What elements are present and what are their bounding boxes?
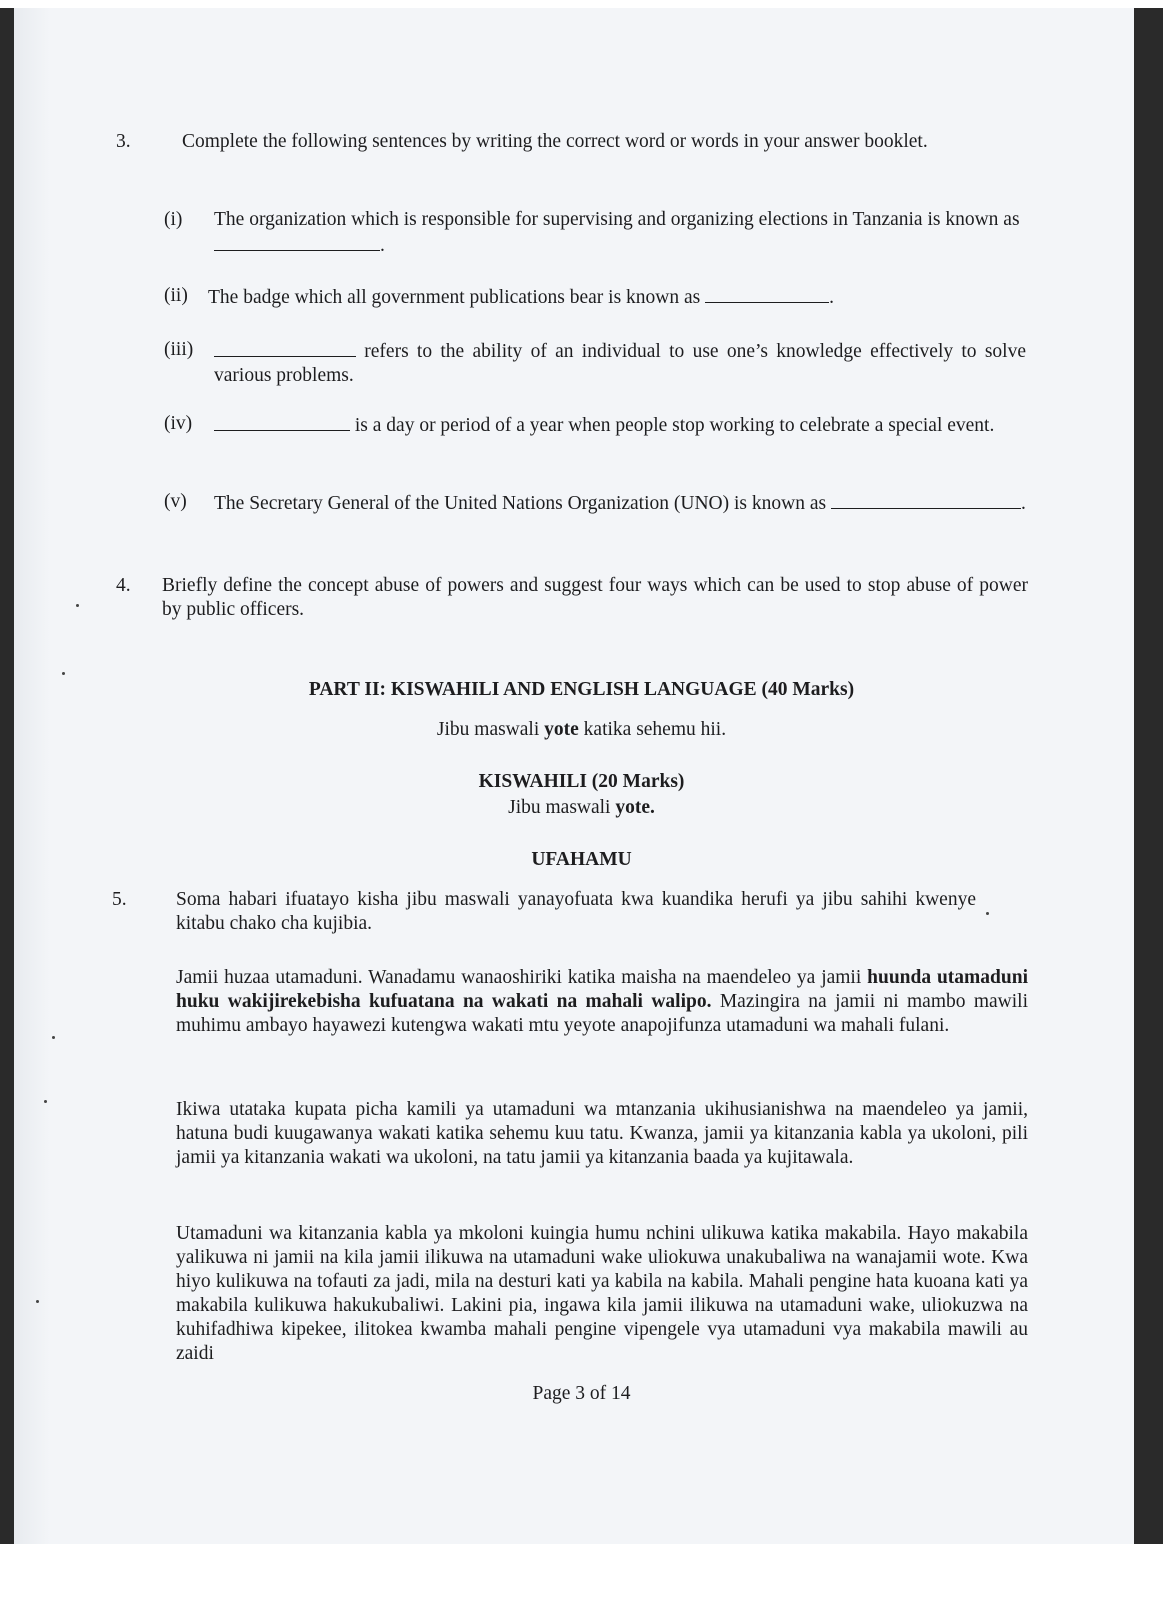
item-ii-before: The badge which all government publications bear is known as [208, 287, 701, 308]
item-ii-text [208, 284, 1028, 310]
item-iii-after: refers to the ability of an individual to use one’s knowledge effectively to solve various problems. [214, 341, 1026, 386]
kiswahili-instruction-bold: yote. [615, 797, 655, 818]
item-iv-text [214, 412, 1026, 438]
item-ii-after: . [829, 287, 834, 308]
question-3-stem: Complete the following sentences by writing the correct word or words in your answer booklet. [182, 131, 928, 152]
item-v-label: (v) [164, 491, 187, 512]
item-i-blank [214, 232, 380, 251]
item-i-label: (i) [164, 209, 183, 230]
question-3-number: 3. [116, 131, 131, 152]
kiswahili-instruction-pre: Jibu maswali [508, 797, 611, 818]
passage-paragraph-3: Utamaduni wa kitanzania kabla ya mkoloni kuingia humu nchini ulikuwa katika makabila. Hayo makabila yalikuwa ni jamii na kila jamii ilikuwa na utamaduni wake uliokuwa unakubaliwa na wanajamii wote. Kwa hiyo kulikuwa na tofauti za jadi, mila na desturi kati ya kabila na kabila. Mahali pengine hata kuoana kati ya makabila kulikuwa hakukubaliwi. Lakini pia, ingawa kila jamii ilikuwa na utamaduni wake, uliokuzwa na kuhifadhiwa kipekee, ilitokea kwamba mahali pengine vipengele vya utamaduni vya makabila mawili au zaidi [176, 1223, 1028, 1364]
item-v-before: The Secretary General of the United Nations Organization (UNO) is known as [214, 493, 827, 514]
item-iv-after: is a day or period of a year when people stop working to celebrate a special event. [354, 415, 995, 436]
item-i-text [214, 208, 1026, 258]
item-iii-label: (iii) [164, 339, 194, 360]
part-2-instruction-pre: Jibu maswali [436, 719, 540, 740]
scan-speck [986, 912, 989, 915]
kiswahili-instruction [0, 796, 1163, 820]
page-number: Page 3 of 14 [532, 1383, 631, 1404]
scan-speck [62, 672, 65, 675]
item-iv-blank [214, 412, 350, 431]
item-v-after: . [1020, 493, 1026, 514]
passage-p1-pre: Jamii huzaa utamaduni. Wanadamu wanaoshiriki katika maisha na maendeleo ya jamii [176, 967, 862, 988]
scan-speck [44, 1100, 47, 1103]
scan-border-bottom [0, 1544, 1163, 1600]
scan-speck [76, 604, 79, 607]
question-5-number: 5. [112, 889, 127, 910]
scan-speck [36, 1300, 39, 1303]
item-i-before: The organization which is responsible for supervising and organizing elections in Tanzania is known as [214, 209, 1020, 230]
passage-paragraph-2: Ikiwa utataka kupata picha kamili ya utamaduni wa mtanzania ukihusianishwa na maendeleo ya jamii, hatuna budi kuugawanya wakati katika sehemu kuu tatu. Kwanza, jamii ya kitanzania kabla ya ukoloni, pili jamii ya kitanzania wakati wa ukoloni, na tatu jamii ya kitanzania baada ya kujitawala. [176, 1099, 1028, 1168]
item-iii-blank [214, 338, 356, 357]
item-iv-label: (iv) [164, 413, 193, 434]
part-2-instruction-bold: yote [544, 719, 579, 740]
question-4-number: 4. [116, 575, 131, 596]
question-4-text: Briefly define the concept abuse of powers and suggest four ways which can be used to stop abuse of power by public officers. [162, 575, 1028, 620]
item-v-blank [831, 490, 1021, 509]
ufahamu-title: UFAHAMU [531, 849, 632, 870]
passage-p1-bold: huunda utamaduni huku wakijirekebisha kufuatana na wakati na mahali walipo. [176, 967, 1028, 1012]
question-5-intro: Soma habari ifuatayo kisha jibu maswali yanayofuata kwa kuandika herufi ya jibu sahihi kwenye kitabu chako cha kujibia. [176, 889, 976, 934]
item-i-after: . [380, 235, 385, 256]
part-2-instruction-post: katika sehemu hii. [583, 719, 727, 740]
scan-border-top [0, 0, 1163, 8]
passage-p1-post: Mazingira na jamii ni mambo mawili muhimu ambayo hayawezi kutengwa wakati mtu yeyote anapojifunza utamaduni wa mahali fulani. [176, 991, 1029, 1036]
item-ii-blank [705, 284, 829, 303]
part-2-instruction [0, 718, 1163, 742]
item-ii-label: (ii) [164, 285, 188, 306]
kiswahili-title: KISWAHILI (20 Marks) [478, 771, 685, 792]
item-iii-text [214, 338, 1026, 388]
scan-speck [52, 1036, 55, 1039]
part-2-title: PART II: KISWAHILI AND ENGLISH LANGUAGE (40 Marks) [308, 679, 855, 700]
item-v-text [214, 490, 1026, 516]
passage-paragraph-1 [176, 966, 1028, 1038]
